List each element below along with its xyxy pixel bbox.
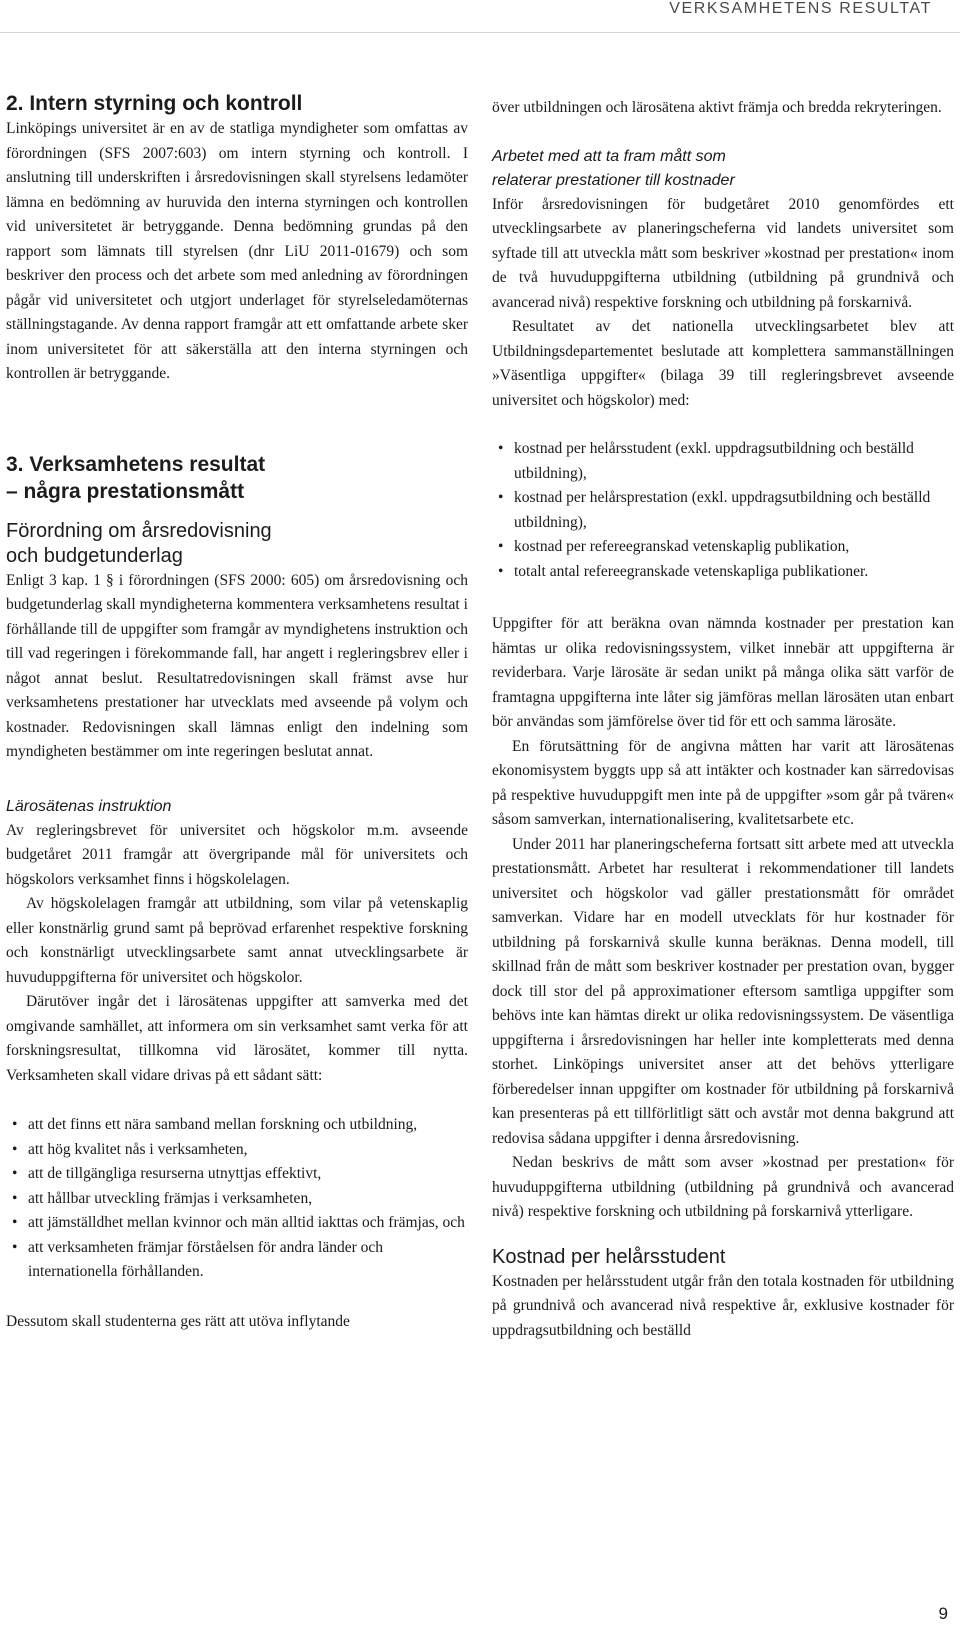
running-head: VERKSAMHETENS RESULTAT	[669, 0, 932, 17]
measures-paragraph-4: En förutsättning för de angivna måtten har varit att lärosätenas ekonomisystem byggts upp så att intäkter och kostnader kan särredovisas på respektive huvuduppgift men inte på de uppgifter »som går på tvären« såsom samverkan, internationalisering, kvalitetsarbete etc.	[492, 737, 954, 828]
measures-heading-line-1: Arbetet med att ta fram mått som	[492, 147, 726, 165]
goal-item: • att hållbar utveckling främjas i verksamheten,	[6, 1187, 468, 1212]
measure-item: • totalt antal refereegranskade vetenskapliga publikationer.	[492, 560, 954, 585]
goals-list	[6, 1113, 468, 1285]
section-3-heading-line-1: 3. Verksamhetens resultat	[6, 452, 266, 476]
measures-paragraph-5: Under 2011 har planeringscheferna fortsatt sitt arbete med att utveckla prestationsmått. Arbetet har resulterat i rekommendationer till landets universitet och högskolor vad gäller prestationsmått för området samverkan. Vidare har en modell utvecklats för hur kostnader för utbildning på forskarnivå skulle kunna beräknas. Denna modell, till skillnad från de mått som beskriver kostnader per prestation ovan, bygger dock till stor del på approximationer eftersom samtliga uppgifter som behövs inte kan hämtas direkt ur olika redovisningssystem. De väsentliga uppgifterna i årsredovisningen har heller inte kompletterats med denna storhet. Linköpings universitet anser att det behövs ytterligare förberedelser innan uppgifter om kostnader för utbildning på forskarnivå kan presenteras på ett tillförlitligt sätt och avstår mot denna bakgrund att redovisa sådana uppgifter i denna årsredovisning.	[492, 835, 954, 1147]
measures-paragraph-3: Uppgifter för att beräkna ovan nämnda kostnader per prestation kan hämtas ur olika redovisningssystem, vilket innebär att uppgifterna är reviderbara. Varje lärosäte är sedan unikt på många olika sätt varför de framtagna uppgifterna inte låter sig jämföras mellan lärosäten utan enbart bör användas som jämförelse över tid för ett och samma lärosäte.	[492, 615, 954, 730]
section-2-heading: 2. Intern styrning och kontroll	[6, 92, 303, 115]
goal-item: • att det finns ett nära samband mellan forskning och utbildning,	[6, 1113, 468, 1138]
measures-paragraph-1: Inför årsredovisningen för budgetåret 2010 genomfördes ett utvecklingsarbete av planeringscheferna vid landets universitet som syftade till att utveckla mått som beskriver »kostnad per prestation« inom de två huvuduppgifterna utbildning (utbildning på grundnivå och avancerad nivå) respektive forskning och utbildning på forskarnivå.	[492, 195, 954, 311]
regulation-subheading-line-2: och budgetunderlag	[6, 544, 183, 567]
instruction-paragraph-2: Av högskolelagen framgår att utbildning, som vilar på vetenskaplig eller konstnärlig grund samt på beprövad erfarenhet respektive forskning och konstnärligt utvecklingsarbete samt annat utvecklingsarbete är huvuduppgifterna för universitet och högskolor.	[6, 895, 468, 986]
instruction-heading: Lärosätenas instruktion	[6, 797, 172, 815]
goal-item: • att jämställdhet mellan kvinnor och män alltid iakttas och främjas, och	[6, 1211, 468, 1236]
regulation-subheading	[6, 519, 468, 569]
instruction-paragraph-4: Dessutom skall studenterna ges rätt att utöva inflytande	[6, 1312, 350, 1330]
goal-item: • att de tillgängliga resurserna utnyttjas effektivt,	[6, 1162, 468, 1187]
instruction-paragraph-1: Av regleringsbrevet för universitet och högskolor m.m. avseende budgetåret 2011 framgår att övergripande mål för universitets och högskolors verksamhet finns i högskolelagen.	[6, 821, 468, 888]
instruction-paragraph-3: Därutöver ingår det i lärosätenas uppgifter att samverka med det omgivande samhället, att informera om sin verksamhet samt verka för att forskningsresultat, tillkomna vid lärosätet, kommer till nytta. Verksamheten skall vidare drivas på ett sådant sätt:	[6, 993, 468, 1084]
measures-heading-line-2: relaterar prestationer till kostnader	[492, 171, 735, 189]
section-2-paragraph: Linköpings universitet är en av de statliga myndigheter som omfattas av förordningen (SFS 2007:603) om intern styrning och kontroll. I anslutning till underskriften i årsredovisningen skall styrelsens ledamöter lämna en bedömning av huruvida den interna styrningen och kontrollen vid universitetet är betryggande. Denna bedömning grundas på den rapport som lämnats till styrelsen (dnr LiU 2011-01679) och som beskriver den process och det arbete som med anledning av förordningen pågår vid universitetet och utgjort underlaget för styrelseledamöternas ställningstagande. Av denna rapport framgår att ett omfattande arbete sker inom universitetet för att säkerställa att den interna styrningen och kontrollen är betryggande.	[6, 120, 468, 382]
measures-list	[492, 437, 954, 584]
measures-paragraph-6: Nedan beskrivs de mått som avser »kostnad per prestation« för huvuduppgifterna utbildning (utbildning på grundnivå och avancerad nivå) respektive forskning och utbildning på forskarnivå ytterligare.	[492, 1154, 954, 1220]
left-column	[6, 90, 468, 1334]
goal-item: • att hög kvalitet nås i verksamheten,	[6, 1138, 468, 1163]
header-rule	[0, 32, 960, 33]
right-column	[492, 90, 954, 1343]
regulation-paragraph: Enligt 3 kap. 1 § i förordningen (SFS 2000: 605) om årsredovisning och budgetunderlag skall myndigheterna kommentera verksamhetens resultat i förhållande till de uppgifter som framgår av myndighetens instruktion och till vad regeringen i förekommande fall, har angett i regleringsbrev eller i något annat beslut. Resultatredovisningen skall främst avse hur verksamhetens prestationer har utvecklats med avseende på volym och kostnader. Redovisningen skall lämnas enligt den indelning som myndigheten bestämmer om inte regeringen beslutat annat.	[6, 571, 468, 760]
regulation-subheading-line-1: Förordning om årsredovisning	[6, 519, 272, 542]
measures-paragraph-2: Resultatet av det nationella utvecklingsarbetet blev att Utbildningsdepartementet beslutade att komplettera sammanställningen »Väsentliga uppgifter« (bilaga 39 till regleringsbrevet avseende universitet och högskolor) med:	[492, 318, 954, 409]
page-number: 9	[938, 1604, 948, 1623]
goal-item: • att verksamheten främjar förståelsen för andra länder och internationella förhållanden.	[6, 1236, 468, 1285]
continued-paragraph: över utbildningen och lärosätena aktivt främja och bredda rekryteringen.	[492, 99, 942, 116]
measure-item: • kostnad per helårsstudent (exkl. uppdragsutbildning och beställd utbildning),	[492, 437, 954, 486]
measure-item: • kostnad per refereegranskad vetenskaplig publikation,	[492, 535, 954, 560]
section-3-heading	[6, 451, 468, 505]
measure-item: • kostnad per helårsprestation (exkl. uppdragsutbildning och beställd utbildning),	[492, 486, 954, 535]
measures-heading	[492, 145, 954, 193]
cost-per-student-paragraph: Kostnaden per helårsstudent utgår från den totala kostnaden för utbildning på grundnivå och avancerad nivå respektive år, exklusive kostnader för uppdragsutbildning och beställd	[492, 1272, 954, 1339]
cost-per-student-heading: Kostnad per helårsstudent	[492, 1245, 726, 1268]
section-3-heading-line-2: – några prestationsmått	[6, 479, 245, 503]
